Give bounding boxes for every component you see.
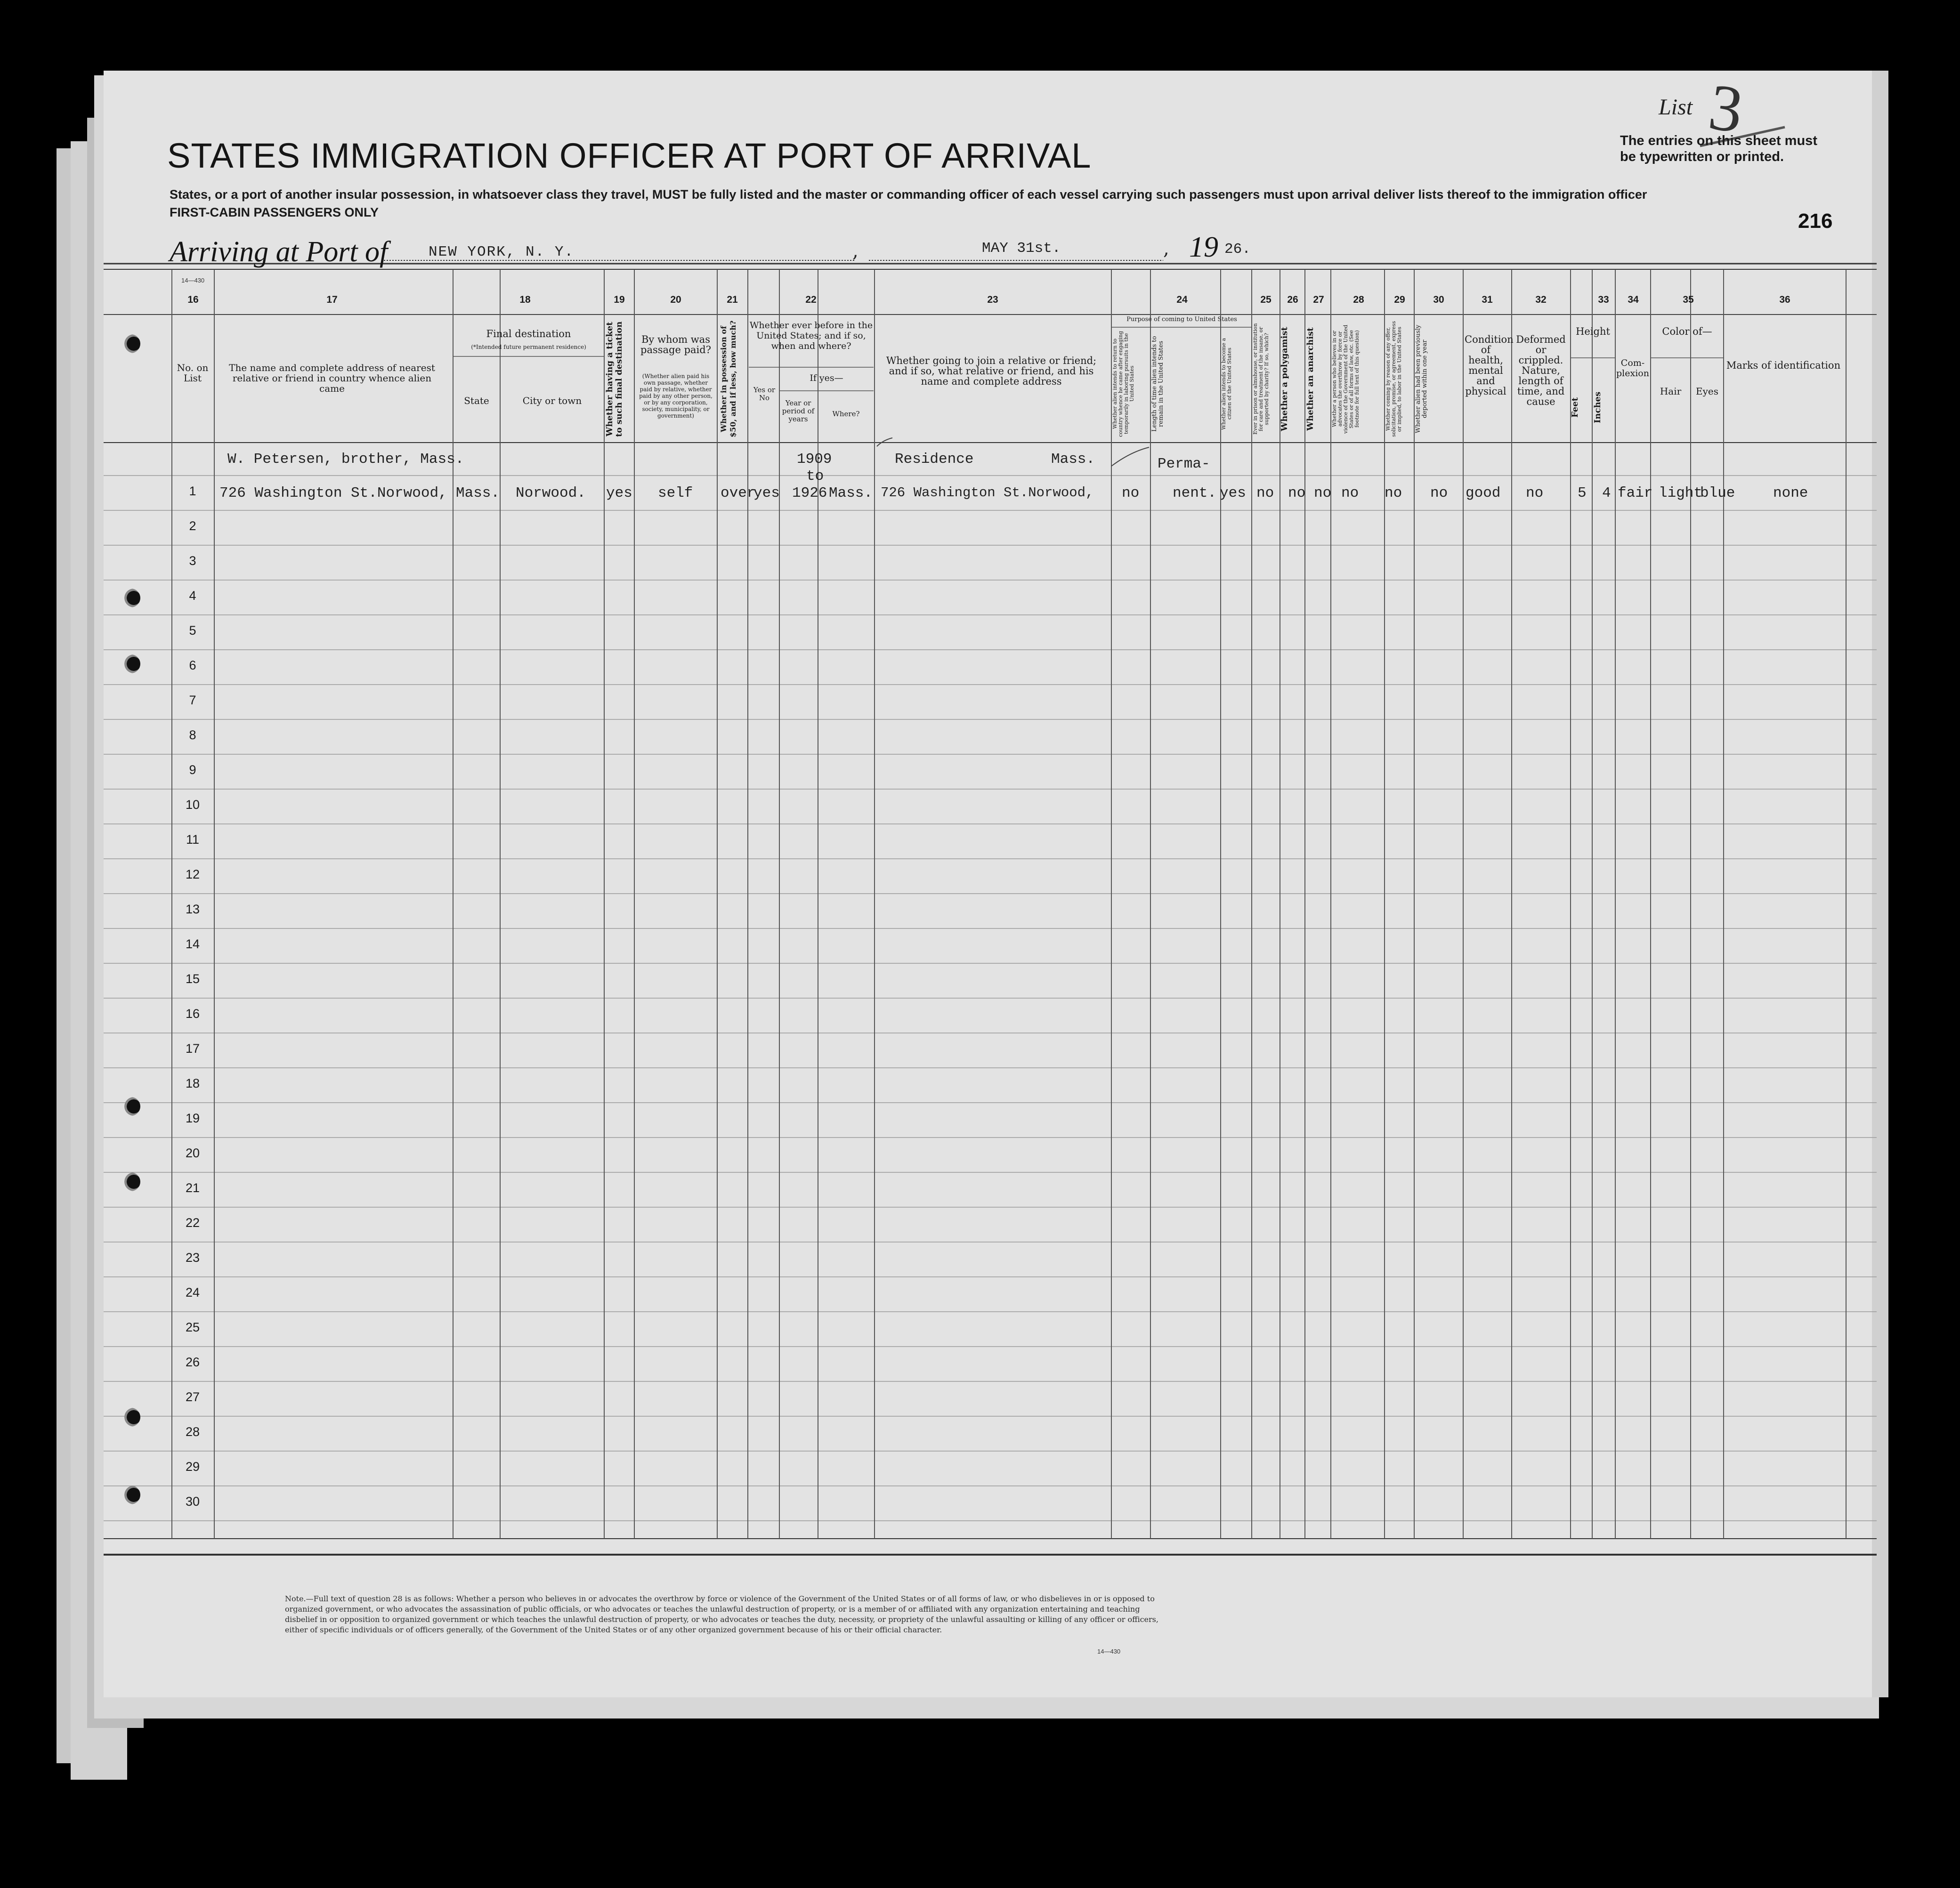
entry-possession: over (721, 485, 756, 501)
header-passage-paid-note: (Whether alien paid his own passage, whether paid by relative, whether paid by any other person, or by any corporation, society, municipality, or government) (639, 373, 713, 419)
header-feet: Feet (1570, 397, 1580, 418)
entry-purpose-length-2: nent. (1173, 485, 1217, 501)
header-color-of: Color of— (1662, 326, 1712, 337)
entry-inches: 4 (1602, 485, 1611, 501)
arrival-date: MAY 31st. (982, 240, 1061, 257)
footer-form-code: 14—430 (1097, 1648, 1121, 1655)
punch-hole (121, 1097, 140, 1116)
column-number: 36 (1779, 294, 1790, 305)
header-health: Condition of health, mental and physical (1465, 334, 1514, 397)
entry-paid-by: self (658, 485, 693, 501)
row-number: 3 (189, 554, 196, 568)
entry-purpose-return: no (1122, 485, 1140, 501)
column-number: 18 (519, 294, 531, 305)
sheet-number: 216 (1798, 210, 1833, 233)
column-number: 21 (727, 294, 738, 305)
arrival-underlines (0, 0, 1960, 282)
entry-labor: no (1385, 485, 1402, 501)
column-number: 33 (1598, 294, 1609, 305)
header-purpose-citizen: Whether alien intends to become a citizen of the United States (1221, 338, 1232, 430)
row-number: 21 (185, 1181, 200, 1195)
row-number: 9 (189, 763, 196, 777)
header-nearest-relative: The name and complete address of nearest relative or friend in country whence alien came (229, 362, 435, 394)
header-final-destination: Final destination (486, 328, 571, 339)
punch-hole (121, 654, 140, 673)
row-number: 2 (189, 519, 196, 533)
entry-period-end: 1926 (792, 485, 827, 501)
header-purpose-return: Whether alien intends to return to country whence he came after engaging temporarily in laboring pursuits in the United States (1112, 331, 1135, 437)
header-yes-or-no: Yes or No (753, 386, 776, 402)
column-number: 20 (670, 294, 681, 305)
header-city: City or town (522, 395, 582, 406)
header-joining: Whether going to join a relative or friend; and if so, what relative or friend, and his name and complete address (886, 355, 1097, 387)
year-suffix: 26. (1224, 241, 1251, 258)
row-number: 29 (185, 1460, 200, 1474)
column-number: 17 (326, 294, 338, 305)
header-no-on-list: No. on List (177, 362, 209, 384)
row-number: 1 (189, 484, 196, 498)
row-number: 30 (185, 1494, 200, 1509)
entry-joining-address: 726 Washington St.Norwood, (881, 485, 1094, 500)
entry-city: Norwood. (516, 485, 586, 501)
entry-deported: no (1430, 485, 1448, 501)
header-final-destination-note: (*Intended future permanent residence) (471, 344, 586, 350)
port-of-arrival: NEW YORK, N. Y. (429, 244, 575, 260)
header-eyes: Eyes (1696, 386, 1718, 397)
entry-hair: light (1659, 485, 1703, 501)
header-hair: Hair (1660, 386, 1682, 397)
row-number: 12 (185, 867, 200, 881)
row-number: 7 (189, 693, 196, 707)
column-number: 16 (187, 294, 199, 305)
column-number: 19 (614, 294, 625, 305)
column-number: 24 (1176, 294, 1188, 305)
entry-deformed: no (1526, 485, 1544, 501)
form-subtitle: States, or a port of another insular possession, in whatsoever class they travel, MUST be fully listed and the master or commanding officer of each vessel carrying such passengers must upon arrival deliver lists thereof to the immigration officer (170, 187, 1647, 202)
header-state: State (464, 395, 489, 406)
row-number: 23 (185, 1251, 200, 1265)
row-number: 28 (185, 1425, 200, 1439)
cabin-class-label: FIRST-CABIN PASSENGERS ONLY (170, 205, 379, 219)
header-deformed: Deformed or crippled. Nature, length of time, and cause (1516, 334, 1566, 407)
header-purpose-length: Length of time alien intends to remain in the United States (1151, 336, 1165, 432)
row-number: 10 (185, 798, 200, 812)
header-possession-50: Whether in possession of $50, and if less, how much? (719, 320, 737, 438)
punch-hole (121, 1408, 140, 1427)
row-number: 26 (185, 1355, 200, 1369)
entry-eyes: blue (1700, 485, 1735, 501)
form-title: STATES IMMIGRATION OFFICER AT PORT OF ARRIVAL (167, 136, 1092, 175)
punch-hole (121, 334, 140, 353)
row-number: 24 (185, 1285, 200, 1299)
header-inches: Inches (1593, 391, 1603, 423)
row-number: 4 (189, 589, 196, 603)
header-if-yes: If yes— (810, 373, 843, 383)
entry-marks: none (1773, 485, 1808, 501)
header-prison: Ever in prison or almshouse, or institution for care and treatment of the insane, or supported by charity? If so, which? (1252, 323, 1270, 435)
header-ever-before: Whether ever before in the United States; and if so, when and where? (749, 320, 873, 351)
entry-polygamist: no (1288, 485, 1306, 501)
instruction-line-1: The entries on this sheet must (1620, 133, 1817, 148)
list-label: List (1659, 95, 1693, 120)
entry-period-from: 1909 (797, 451, 832, 468)
entry-where: Mass. (829, 485, 873, 501)
column-number: 22 (805, 294, 817, 305)
entry-joining-line1: Residence (895, 451, 974, 468)
header-height: Height (1576, 326, 1610, 337)
column-number: 31 (1482, 294, 1493, 305)
header-marks: Marks of identification (1726, 360, 1841, 371)
year-prefix: 19 (1189, 231, 1218, 263)
entry-purpose-citizen: yes (1220, 485, 1246, 501)
header-where: Where? (832, 410, 860, 418)
arriving-label: Arriving at Port of (170, 236, 388, 268)
column-number: 32 (1535, 294, 1547, 305)
punch-hole (121, 1172, 140, 1191)
column-number: 34 (1628, 294, 1639, 305)
row-number: 8 (189, 728, 196, 742)
footnote: Note.—Full text of question 28 is as follows: Whether a person who believes in or advocates the overthrow by force or violence of the Government of the United States or of all forms of law, or who disbelieves in or is opposed to organized government, or who advocates the assassination of public officials, or who advocates or teaches the unlawful destruction of property, or is a member of or affiliated with any organization entertaining and teaching disbelief in or opposition to organized government or which teaches the unlawful destruction of property, or who advocates or teaches the duty, necessity, or propriety of the unlawful assaulting or killing of any officer or officers, either of specific individuals or of officers generally, of the Government of the United States or of any other organized government because of his or their official character. (285, 1594, 1158, 1634)
entry-prison: no (1256, 485, 1274, 501)
header-polygamist: Whether a polygamist (1280, 327, 1289, 431)
row-number: 25 (185, 1320, 200, 1334)
column-number: 28 (1353, 294, 1364, 305)
header-ticket: Whether having a ticket to such final destination (605, 321, 624, 437)
column-number: 26 (1287, 294, 1298, 305)
header-deported: Whether alien had been previously deported within one year (1415, 324, 1428, 434)
column-number: 30 (1433, 294, 1444, 305)
header-purpose: Purpose of coming to United States (1126, 316, 1237, 323)
entry-purpose-length-1: Perma- (1158, 456, 1210, 472)
form-code: 14—430 (181, 277, 205, 284)
list-number-handwritten: 3 (1704, 70, 1748, 147)
row-number: 20 (185, 1146, 200, 1160)
row-number: 18 (185, 1076, 200, 1090)
entry-overthrow: no (1341, 485, 1359, 501)
entry-state: Mass. (456, 485, 500, 501)
row-number: 16 (185, 1007, 200, 1021)
entry-anarchist: no (1314, 485, 1332, 501)
entry-relative-address: 726 Washington St.Norwood, (219, 485, 447, 501)
instruction-line-2: be typewritten or printed. (1620, 149, 1784, 164)
column-number: 25 (1260, 294, 1272, 305)
row-number: 19 (185, 1111, 200, 1125)
header-passage-paid: By whom was passage paid? (640, 334, 711, 355)
punch-hole (121, 1485, 140, 1504)
row-number: 14 (185, 937, 200, 951)
column-number: 23 (987, 294, 998, 305)
entry-period-to: to (806, 468, 824, 484)
header-year-or-period: Year or period of years (782, 399, 815, 423)
header-overthrow: Whether a person who believes in or advocates the overthrow by force or violence of the Government of the United States or of all forms of law, etc. (See footnote for full text of this question) (1331, 324, 1360, 434)
column-number: 35 (1683, 294, 1694, 305)
punch-hole (121, 589, 140, 607)
column-number: 27 (1313, 294, 1324, 305)
row-number: 5 (189, 623, 196, 637)
row-number: 17 (185, 1041, 200, 1056)
entry-health: good (1466, 485, 1501, 501)
entry-relative-name: W. Petersen, brother, Mass. (227, 451, 464, 468)
row-number: 6 (189, 658, 196, 672)
column-number: 29 (1394, 294, 1405, 305)
entry-complexion: fair (1618, 485, 1653, 501)
row-number: 15 (185, 972, 200, 986)
header-labor: Whether coming by reason of any offer, solicitation, promise, or agreement, express or implied, to labor in the United States (1385, 321, 1402, 437)
row-number: 11 (186, 832, 200, 847)
entry-ever-before: yes (753, 485, 780, 501)
header-complexion: Com-plexion (1616, 358, 1649, 379)
row-number: 27 (185, 1390, 200, 1404)
row-number: 22 (185, 1216, 200, 1230)
row-number: 13 (185, 902, 200, 916)
header-anarchist: Whether an anarchist (1305, 327, 1315, 431)
entry-joining-state: Mass. (1051, 451, 1095, 468)
entry-feet: 5 (1578, 485, 1587, 501)
entry-ticket: yes (606, 485, 632, 501)
